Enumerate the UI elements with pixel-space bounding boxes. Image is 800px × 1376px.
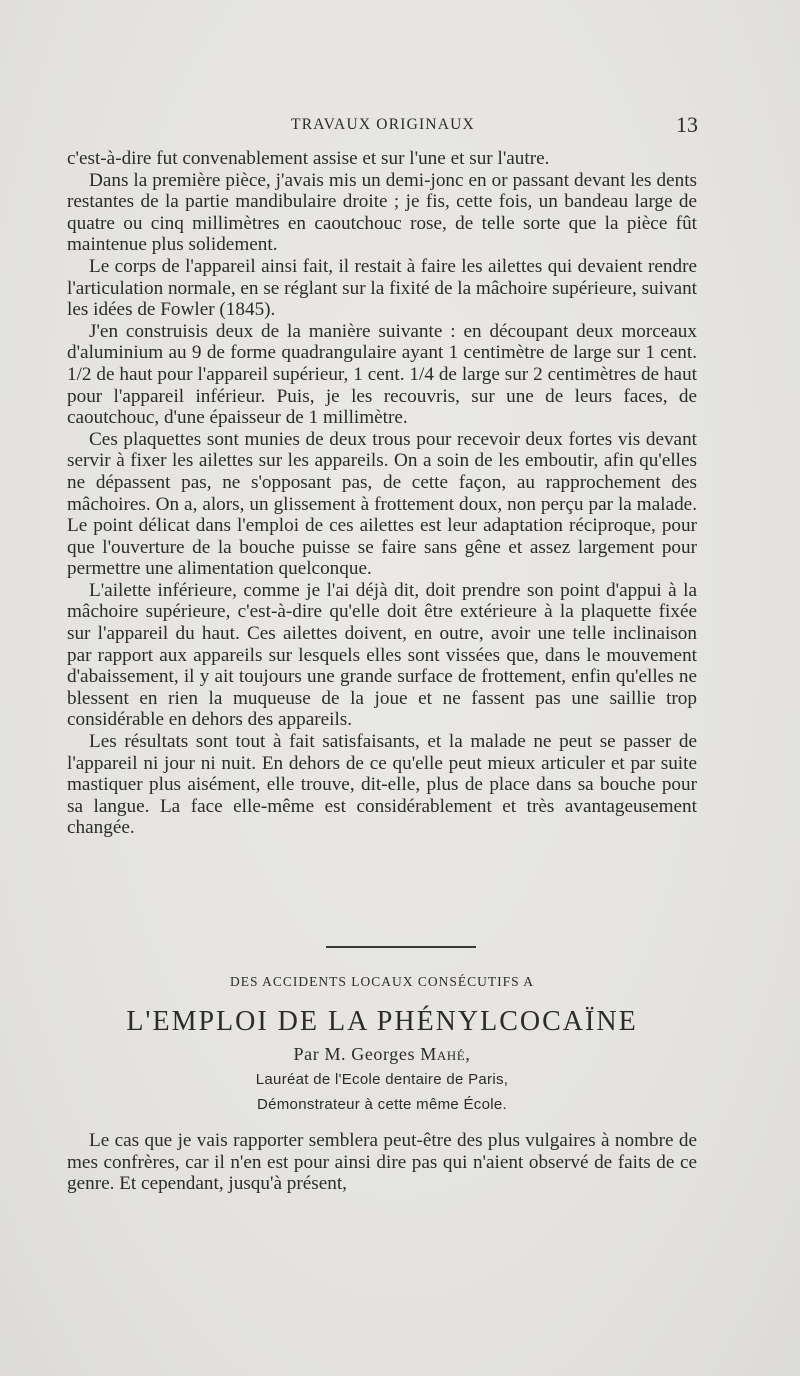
- article-body: [67, 1130, 697, 1195]
- paragraph: Le corps de l'appareil ainsi fait, il restait à faire les ailettes qui devaient rendre l'articulation normale, en se réglant sur la fixité de la mâchoire supérieure, suivant les idées de Fowler (1845).: [67, 255, 698, 321]
- section-heading: DES ACCIDENTS LOCAUX CONSÉCUTIFS A: [229, 974, 535, 989]
- author-affiliation: Lauréat de l'Ecole dentaire de Paris,: [255, 1071, 509, 1088]
- paragraph: Dans la première pièce, j'avais mis un demi-jonc en or passant devant les dents restantes de la partie mandibulaire droite ; je fis, cette fois, un bandeau large de quatre ou cinq millimètres en caoutchouc rose, de telle sorte que la pièce fût maintenue plus solidement.: [67, 169, 697, 256]
- article-continuation: [67, 148, 697, 839]
- paragraph: c'est-à-dire fut convenablement assise et sur l'une et sur l'autre.: [67, 148, 550, 169]
- byline-prefix: Par M. Georges: [293, 1044, 416, 1064]
- section-divider: [326, 946, 476, 948]
- page-number: 13: [676, 112, 698, 137]
- page-header: [68, 112, 698, 140]
- paragraph: J'en construisis deux de la manière suivante : en découpant deux morceaux d'aluminium au 9 de forme quadrangulaire ayant 1 centimètre de large sur 1 cent. 1/2 de haut pour l'appareil supérieur, 1 cent. 1/4 de large sur 2 centimètres de haut pour l'appareil inférieur. Puis, je les recouvris, sur une de leurs faces, de caoutchouc, d'une épaisseur de 1 millimètre.: [67, 320, 697, 429]
- author-affiliation: Démonstrateur à cette même École.: [256, 1096, 507, 1113]
- paragraph: L'ailette inférieure, comme je l'ai déjà dit, doit prendre son point d'appui à la mâchoire supérieure, c'est-à-dire qu'elle doit être extérieure à la plaquette fixée sur l'appareil du haut. Ces ailettes doivent, en outre, avoir une telle inclinaison par rapport aux appareils sur lesquels elles sont vissées que, dans le mouvement d'abaissement, il y ait toujours une grande surface de frottement, enfin qu'elles ne blessent en rien la muqueuse de la joue et ne fassent pas une saillie trop considérable en dehors des appareils.: [67, 579, 697, 731]
- paragraph: Les résultats sont tout à fait satisfaisants, et la malade ne peut se passer de l'appareil ni jour ni nuit. En dehors de ce qu'elle peut mieux articuler et par suite mastiquer plus aisément, elle trouve, dit-elle, plus de place dans sa bouche pour sa langue. La face elle-même est considérablement et très avantageusement changée.: [67, 731, 697, 839]
- article-title: L'EMPLOI DE LA PHÉNYLCOCAÏNE: [126, 1006, 638, 1037]
- paragraph: Ces plaquettes sont munies de deux trous pour recevoir deux fortes vis devant servir à fixer les ailettes sur les appareils. On a soin de les emboutir, afin qu'elles ne dépassent pas, ne s'opposant pas, de cette façon, au rapprochement des mâchoires. On a, alors, un glissement à frottement doux, non perçu par la malade. Le point délicat dans l'emploi de ces ailettes est leur adaptation réciproque, pour que l'ouverture de la bouche puisse se faire sans gêne et assez largement pour permettre une alimentation quelconque.: [67, 428, 697, 580]
- author-surname: Mahé,: [420, 1044, 471, 1064]
- paragraph: Le cas que je vais rapporter semblera peut-être des plus vulgaires à nombre de mes confrères, car il n'en est pour ainsi dire pas qui n'aient observé de faits de ce genre. Et cependant, jusqu'à présent,: [67, 1130, 697, 1195]
- byline: [67, 1044, 697, 1065]
- running-title: TRAVAUX ORIGINAUX: [291, 116, 475, 133]
